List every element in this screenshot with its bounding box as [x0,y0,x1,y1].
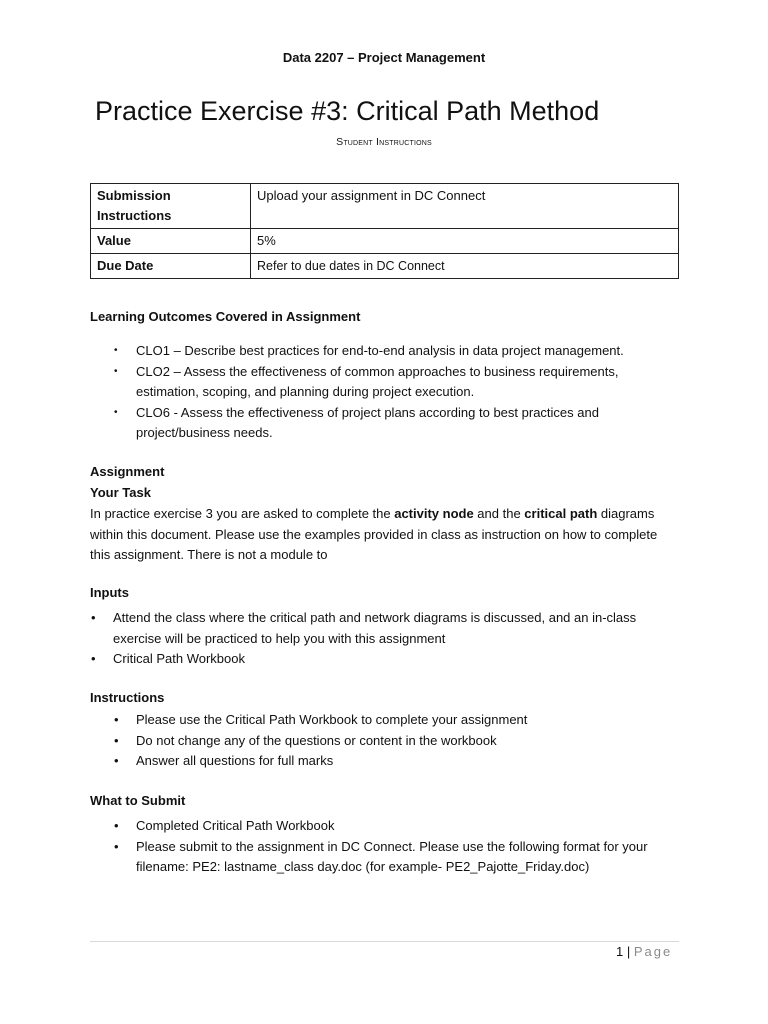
list-item: • CLO1 – Describe best practices for end-to-end analysis in data project management. [136,341,656,362]
bullet-icon: • [114,732,119,748]
page-separator: | [626,944,631,959]
table-row [91,254,679,279]
list-item: • Attend the class where the critical path and network diagrams is discussed, and an in-class exercise will be practiced to help you with this assignment [91,610,637,646]
instructions-heading: Instructions [90,690,165,705]
page-subtitle: Student Instructions [336,136,432,148]
submission-info-table [90,183,679,279]
page-title: Practice Exercise #3: Critical Path Method [95,96,600,126]
bullet-icon: • [114,838,119,854]
instructions-list [114,710,676,772]
list-item: • Critical Path Workbook [113,649,673,670]
page-label: Page [633,944,673,959]
bullet-icon: • [114,712,119,727]
table-value-cell: 5% [251,229,679,254]
table-value-cell: Refer to due dates in DC Connect [251,254,679,279]
bullet-icon: • [114,365,118,377]
table-value-cell: Upload your assignment in DC Connect [251,184,679,229]
bullet-icon: • [114,753,119,768]
footer-divider [90,941,679,942]
list-item: • CLO6 - Assess the effectiveness of project plans according to best practices and project/business needs. [114,404,599,440]
assignment-paragraph: In practice exercise 3 you are asked to complete the activity node and the critical path diagrams within this document. Please use the examples provided in class as instruction on how to complete this assignment. There is not a module to [90,506,658,562]
bullet-icon: • [114,406,118,418]
submit-list [114,816,656,878]
table-label-cell: Value [91,229,251,254]
table-row [91,229,679,254]
table-label-cell: Due Date [91,254,251,279]
inputs-heading: Inputs [90,585,129,600]
bullet-icon: • [91,610,96,625]
list-item: • Please use the Critical Path Workbook to complete your assignment [136,710,676,731]
list-item: • CLO2 – Assess the effectiveness of common approaches to business requirements, estimation, scoping, and planning during project execution. [114,363,619,399]
page-footer [616,944,672,959]
your-task-heading: Your Task [90,485,151,500]
bullet-icon: • [91,651,96,666]
learning-outcomes-list [114,341,656,444]
list-item: • Please submit to the assignment in DC Connect. Please use the following format for your filename: PE2: lastname_class day.doc (for example- PE2_Pajotte_Friday.doc) [114,838,648,874]
list-item: • Completed Critical Path Workbook [136,816,656,837]
table-label-cell: Submission Instructions [91,184,251,229]
learning-outcomes-heading: Learning Outcomes Covered in Assignment [90,309,361,324]
page-number: 1 [616,944,624,959]
document-header: Data 2207 – Project Management [282,50,486,65]
table-row [91,184,679,229]
bullet-icon: • [114,345,118,356]
list-item: • Answer all questions for full marks [136,751,676,772]
assignment-heading: Assignment [90,464,165,479]
inputs-list [91,608,673,670]
list-item: • Do not change any of the questions or content in the workbook [136,731,676,752]
what-to-submit-heading: What to Submit [90,793,186,808]
bullet-icon: • [114,818,119,833]
